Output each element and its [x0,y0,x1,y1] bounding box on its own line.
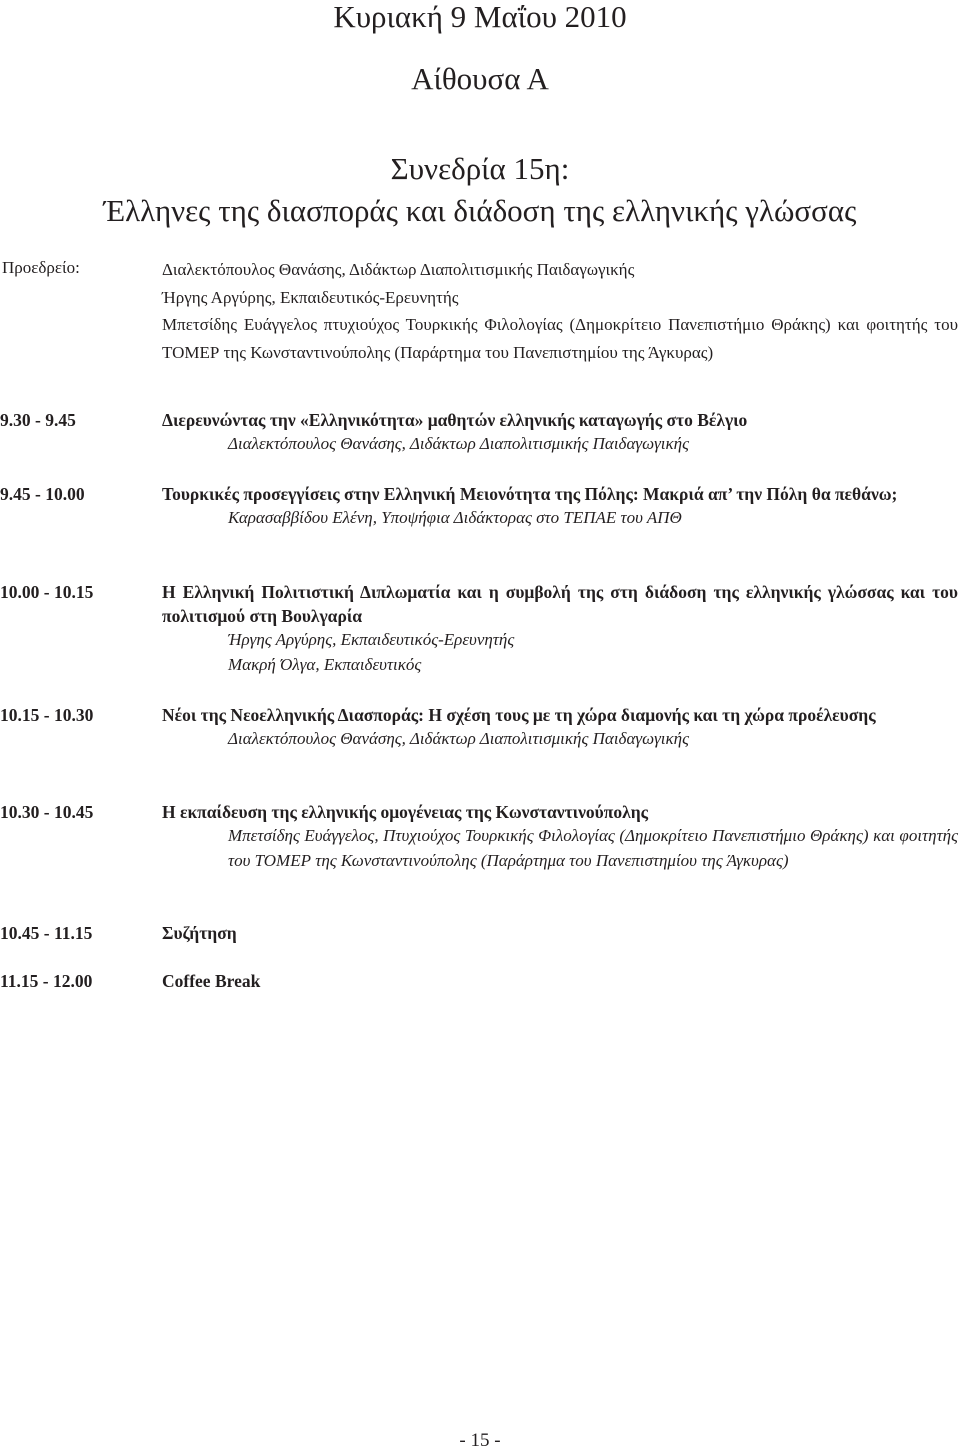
slot-speaker: Διαλεκτόπουλος Θανάσης, Διδάκτωρ Διαπολιτισμικής Παιδαγωγικής [228,729,689,748]
chairs-label: Προεδρείο: [2,258,80,277]
slot-title: Coffee Break [162,971,261,991]
chairs-list [162,256,958,366]
page-number: - 15 - [459,1430,501,1451]
slot-body [162,482,958,531]
slot-body [162,580,958,677]
session-number: Συνεδρία 15η: [390,151,570,186]
slot-time: 9.45 - 10.00 [0,484,85,504]
slot-body [162,703,958,752]
chair-member: Διαλεκτόπουλος Θανάσης, Διδάκτωρ Διαπολιτισμικής Παιδαγωγικής [162,260,635,279]
room-title: Αίθουσα Α [411,61,549,96]
slot-title: Η Ελληνική Πολιτιστική Διπλωματία και η συμβολή της στη διάδοση της ελληνικής γλώσσας και του πολιτισμού στη Βουλγαρία [162,582,958,626]
slot-speaker: Καρασαββίδου Ελένη, Υποψήφια Διδάκτορας στο ΤΕΠΑΕ του ΑΠΘ [228,508,682,527]
chair-member: Μπετσίδης Ευάγγελος πτυχιούχος Τουρκικής Φιλολογίας (Δημοκρίτειο Πανεπιστήμιο Θράκης) και φοιτητής του ΤΟΜΕΡ της Κωνσταντινούπολης (Παράρτημα του Πανεπιστημίου της Άγκυρας) [162,315,958,362]
slot-time: 10.30 - 10.45 [0,802,94,822]
slot-body [162,921,958,945]
slot-body [162,800,958,873]
day-title: Κυριακή 9 Μαΐου 2010 [333,0,627,34]
slot-speaker: Μακρή Όλγα, Εκπαιδευτικός [228,654,422,674]
slot-time: 10.00 - 10.15 [0,582,94,602]
slot-speaker: Μπετσίδης Ευάγγελος, Πτυχιούχος Τουρκικής Φιλολογίας (Δημοκρίτειο Πανεπιστήμιο Θράκης) και φοιτητής του ΤΟΜΕΡ της Κωνσταντινούπολης (Παράρτημα του Πανεπιστημίου της Άγκυρας) [228,826,958,870]
slot-time: 10.45 - 11.15 [0,923,93,943]
slot-title: Νέοι της Νεοελληνικής Διασποράς: Η σχέση τους με τη χώρα διαμονής και τη χώρα προέλευσης [162,705,876,725]
session-title: Έλληνες της διασποράς και διάδοση της ελληνικής γλώσσας [103,193,857,228]
slot-body [162,408,958,457]
slot-title: Τουρκικές προσεγγίσεις στην Ελληνική Μειονότητα της Πόλης: Μακριά απ’ την Πόλη θα πεθάνω; [162,484,898,504]
chair-member: Ήργης Αργύρης, Εκπαιδευτικός-Ερευνητής [162,287,459,307]
slot-time: 9.30 - 9.45 [0,410,76,430]
slot-title: Συζήτηση [162,923,237,943]
slot-body [162,969,958,993]
slot-speaker: Διαλεκτόπουλος Θανάσης, Διδάκτωρ Διαπολιτισμικής Παιδαγωγικής [228,434,689,453]
slot-speaker: Ήργης Αργύρης, Εκπαιδευτικός-Ερευνητής [228,630,515,649]
slot-time: 11.15 - 12.00 [0,971,93,991]
slot-title: Η εκπαίδευση της ελληνικής ομογένειας της Κωνσταντινούπολης [162,802,649,822]
slot-title: Διερευνώντας την «Ελληνικότητα» μαθητών ελληνικής καταγωγής στο Βέλγιο [162,410,748,430]
slot-time: 10.15 - 10.30 [0,705,94,725]
